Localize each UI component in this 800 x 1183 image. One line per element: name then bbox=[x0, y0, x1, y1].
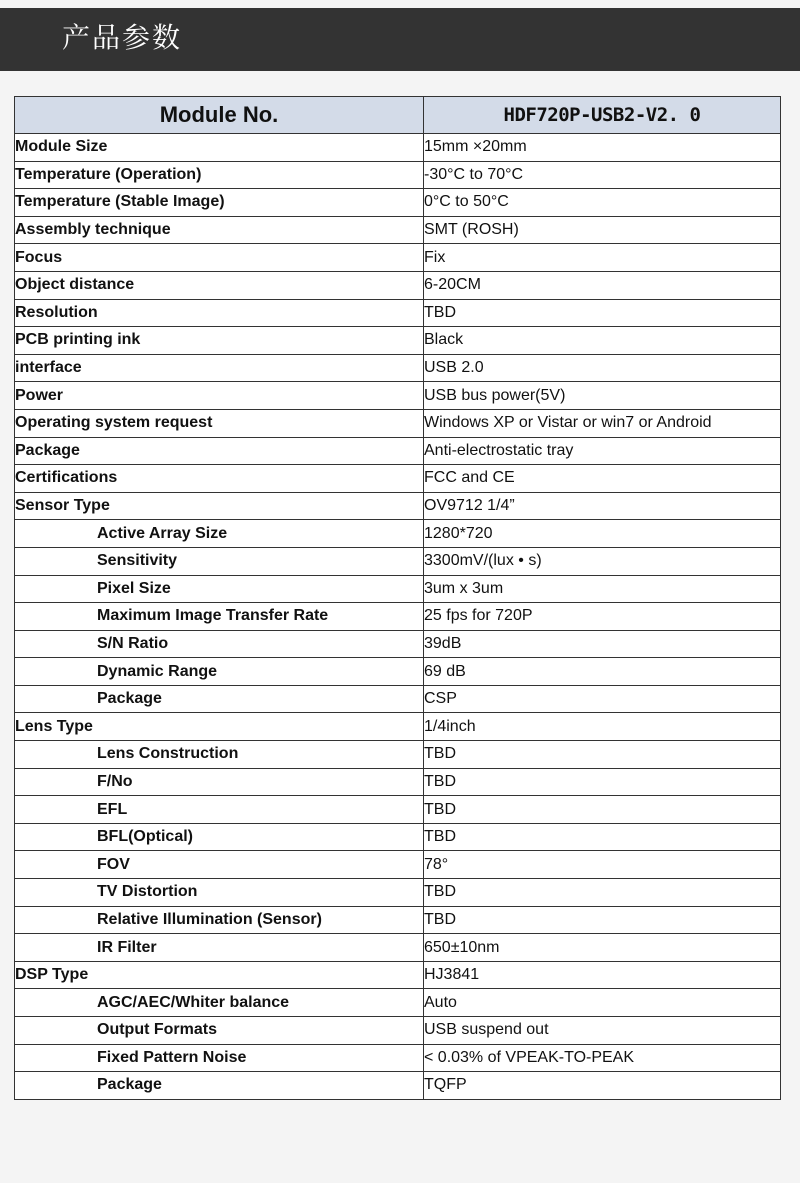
spec-value: 650±10nm bbox=[424, 934, 781, 962]
spec-label: Fixed Pattern Noise bbox=[15, 1044, 424, 1072]
spec-label: Module Size bbox=[15, 134, 424, 162]
spec-value: Windows XP or Vistar or win7 or Android bbox=[424, 409, 781, 437]
spec-body bbox=[15, 134, 781, 1100]
spec-label: Package bbox=[15, 685, 424, 713]
table-row bbox=[15, 520, 781, 548]
spec-label: TV Distortion bbox=[15, 879, 424, 907]
spec-label: Lens Construction bbox=[15, 741, 424, 769]
spec-label: Power bbox=[15, 382, 424, 410]
table-row bbox=[15, 189, 781, 217]
table-row bbox=[15, 851, 781, 879]
spec-label: Assembly technique bbox=[15, 216, 424, 244]
spec-value: OV9712 1/4” bbox=[424, 492, 781, 520]
table-row bbox=[15, 685, 781, 713]
table-row bbox=[15, 216, 781, 244]
spec-label: Maximum Image Transfer Rate bbox=[15, 603, 424, 631]
spec-value: TBD bbox=[424, 768, 781, 796]
table-row bbox=[15, 354, 781, 382]
spec-label: Output Formats bbox=[15, 1017, 424, 1045]
table-row bbox=[15, 961, 781, 989]
table-row bbox=[15, 658, 781, 686]
table-row bbox=[15, 382, 781, 410]
header-label: Module No. bbox=[159, 102, 279, 127]
spec-label: Object distance bbox=[15, 271, 424, 299]
spec-sheet bbox=[14, 96, 780, 1100]
banner-title: 产品参数 bbox=[62, 21, 183, 54]
table-row bbox=[15, 134, 781, 162]
spec-value: USB bus power(5V) bbox=[424, 382, 781, 410]
spec-value: 1280*720 bbox=[424, 520, 781, 548]
spec-label: Package bbox=[15, 437, 424, 465]
banner bbox=[0, 8, 800, 71]
spec-value: Fix bbox=[424, 244, 781, 272]
spec-value: 3um x 3um bbox=[424, 575, 781, 603]
spec-label: IR Filter bbox=[15, 934, 424, 962]
spec-label: Pixel Size bbox=[15, 575, 424, 603]
spec-label: Focus bbox=[15, 244, 424, 272]
spec-value: TBD bbox=[424, 879, 781, 907]
spec-value: Anti-electrostatic tray bbox=[424, 437, 781, 465]
spec-value: 3300mV/(lux • s) bbox=[424, 547, 781, 575]
spec-value: TBD bbox=[424, 299, 781, 327]
spec-value: < 0.03% of VPEAK-TO-PEAK bbox=[424, 1044, 781, 1072]
spec-label: Relative Illumination (Sensor) bbox=[15, 906, 424, 934]
table-row bbox=[15, 823, 781, 851]
table-row bbox=[15, 989, 781, 1017]
spec-value: TBD bbox=[424, 741, 781, 769]
spec-value: USB 2.0 bbox=[424, 354, 781, 382]
spec-label: Active Array Size bbox=[15, 520, 424, 548]
spec-label: Sensitivity bbox=[15, 547, 424, 575]
spec-value: TQFP bbox=[424, 1072, 781, 1100]
table-row bbox=[15, 934, 781, 962]
table-row bbox=[15, 575, 781, 603]
table-row bbox=[15, 244, 781, 272]
table-row bbox=[15, 630, 781, 658]
spec-value: 69 dB bbox=[424, 658, 781, 686]
spec-value: TBD bbox=[424, 823, 781, 851]
table-row bbox=[15, 299, 781, 327]
spec-label: AGC/AEC/Whiter balance bbox=[15, 989, 424, 1017]
spec-label: Sensor Type bbox=[15, 492, 424, 520]
spec-label: Resolution bbox=[15, 299, 424, 327]
spec-value: 6-20CM bbox=[424, 271, 781, 299]
spec-value: 25 fps for 720P bbox=[424, 603, 781, 631]
spec-label: Temperature (Operation) bbox=[15, 161, 424, 189]
table-row bbox=[15, 547, 781, 575]
table-row bbox=[15, 1072, 781, 1100]
table-row bbox=[15, 465, 781, 493]
spec-value: HJ3841 bbox=[424, 961, 781, 989]
spec-value: 78° bbox=[424, 851, 781, 879]
spec-value: 1/4inch bbox=[424, 713, 781, 741]
header-value-cell bbox=[424, 97, 781, 134]
table-row bbox=[15, 906, 781, 934]
spec-label: Package bbox=[15, 1072, 424, 1100]
table-row bbox=[15, 437, 781, 465]
table-row bbox=[15, 796, 781, 824]
table-row bbox=[15, 1017, 781, 1045]
header-value: HDF720P-USB2-V2. 0 bbox=[503, 104, 701, 126]
table-row bbox=[15, 1044, 781, 1072]
spec-value: -30°C to 70°C bbox=[424, 161, 781, 189]
table-row bbox=[15, 879, 781, 907]
spec-label: PCB printing ink bbox=[15, 327, 424, 355]
spec-table bbox=[14, 96, 781, 1100]
table-row bbox=[15, 741, 781, 769]
spec-label: Temperature (Stable Image) bbox=[15, 189, 424, 217]
table-row bbox=[15, 492, 781, 520]
spec-value: TBD bbox=[424, 796, 781, 824]
spec-label: Lens Type bbox=[15, 713, 424, 741]
spec-value: USB suspend out bbox=[424, 1017, 781, 1045]
spec-value: SMT (ROSH) bbox=[424, 216, 781, 244]
spec-value: 15mm ×20mm bbox=[424, 134, 781, 162]
table-row bbox=[15, 161, 781, 189]
spec-label: FOV bbox=[15, 851, 424, 879]
spec-value: Black bbox=[424, 327, 781, 355]
spec-label: F/No bbox=[15, 768, 424, 796]
spec-value: Auto bbox=[424, 989, 781, 1017]
spec-label: S/N Ratio bbox=[15, 630, 424, 658]
spec-header-row bbox=[15, 97, 781, 134]
spec-label: Certifications bbox=[15, 465, 424, 493]
spec-label: Operating system request bbox=[15, 409, 424, 437]
spec-value: TBD bbox=[424, 906, 781, 934]
spec-label: EFL bbox=[15, 796, 424, 824]
spec-label: BFL(Optical) bbox=[15, 823, 424, 851]
table-row bbox=[15, 327, 781, 355]
spec-value: 39dB bbox=[424, 630, 781, 658]
table-row bbox=[15, 713, 781, 741]
spec-label: Dynamic Range bbox=[15, 658, 424, 686]
table-row bbox=[15, 409, 781, 437]
spec-value: 0°C to 50°C bbox=[424, 189, 781, 217]
spec-label: DSP Type bbox=[15, 961, 424, 989]
table-row bbox=[15, 768, 781, 796]
header-label-cell bbox=[15, 97, 424, 134]
top-strip bbox=[0, 0, 800, 8]
spec-label: interface bbox=[15, 354, 424, 382]
spec-value: FCC and CE bbox=[424, 465, 781, 493]
spec-value: CSP bbox=[424, 685, 781, 713]
table-row bbox=[15, 603, 781, 631]
table-row bbox=[15, 271, 781, 299]
